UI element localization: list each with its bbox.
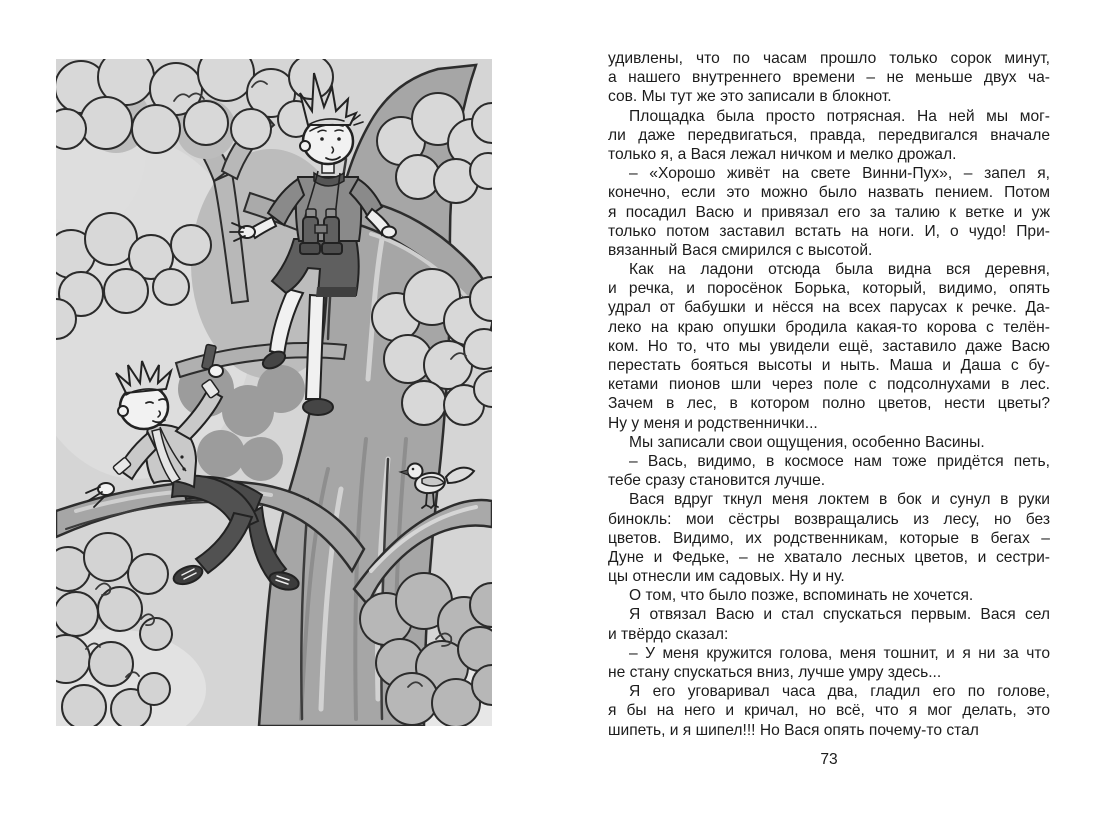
text-line: удрал от бабушки и нёсся на всех парусах к речке. Да- xyxy=(608,299,1050,317)
text-line: Площадка была просто потрясная. На ней мы мог- xyxy=(629,107,1050,125)
illustration-frame xyxy=(56,59,492,726)
text-line: Как на ладони отсюда была видна вся деревня, xyxy=(629,261,1050,279)
text-line: я бы на него и кричал, но всё, что я мог делать, это xyxy=(608,702,1050,720)
text-line: сов. Мы тут же это записали в блокнот. xyxy=(608,88,892,106)
text-line: – «Хорошо живёт на свете Винни-Пух», – запел я, xyxy=(629,165,1050,183)
text-line: только потом заставил встать на ноги. И, о чудо! При- xyxy=(608,222,1050,240)
book-illustration xyxy=(56,59,492,726)
text-line: и речка, и поросёнок Борька, который, видимо, опять xyxy=(608,280,1050,298)
text-line: а нашего внутреннего времени – не меньше двух ча- xyxy=(608,69,1050,87)
text-line: бинокль: мои сёстры возвращались из лесу, но без xyxy=(608,510,1050,528)
text-line: Зачем в лес, в котором полно цветов, нести цветы? xyxy=(608,395,1050,413)
text-line: Вася вдруг ткнул меня локтем в бок и сунул в руки xyxy=(629,491,1050,509)
text-line: Я его уговаривал часа два, гладил его по голове, xyxy=(629,683,1050,701)
text-line: шипеть, и я шипел!!! Но Вася опять почему-то стал xyxy=(608,721,979,739)
text-line: перестать бояться высоты и ныть. Маша и Даша с бу- xyxy=(608,357,1050,374)
text-line: я посадил Васю и привязал его за талию к ветке и уж xyxy=(608,203,1050,221)
text-line: не стану спускаться вниз, лучше умру здесь... xyxy=(608,664,942,681)
text-line: удивлены, что по часам прошло только сорок минут, xyxy=(608,50,1050,67)
page-number: 73 xyxy=(820,751,838,768)
text-line: и твёрдо сказал: xyxy=(608,625,729,643)
text-line: Ну у меня и родственнички... xyxy=(608,414,818,432)
text-line: вязанный Вася смирился с высотой. xyxy=(608,241,873,259)
text-line: ком. Но то, что мы увидели ещё, заставило даже Васю xyxy=(608,337,1050,355)
text-line: ли даже передвигаться, правда, передвигался вначале xyxy=(608,126,1050,144)
text-line: кетами пионов шли через поле с подсолнухами в лес. xyxy=(608,376,1050,394)
foliage-bottom-left xyxy=(56,533,172,726)
text-line: – Вась, видимо, в космосе нам тоже придётся петь, xyxy=(629,452,1050,470)
text-line: Мы записали свои ощущения, особенно Васины. xyxy=(629,433,985,451)
text-line: только я, а Вася лежал ничком и мелко дрожал. xyxy=(608,145,957,163)
text-column xyxy=(608,49,1050,740)
text-line: Дуне и Федьке, – не хватало лесных цветов, и сестри- xyxy=(608,548,1050,566)
text-line: тебе сразу становится лучше. xyxy=(608,472,826,490)
text-line: О том, что было позже, вспоминать не хочется. xyxy=(629,587,974,605)
text-line: цы отнесли им садовых. Ну и ну. xyxy=(608,568,845,586)
text-line: конечно, если это можно было назвать пением. Потом xyxy=(608,184,1050,202)
text-line: леко на краю опушки бродила какая-то корова с телён- xyxy=(608,318,1050,336)
text-line: Я отвязал Васю и стал спускаться первым. Вася сел xyxy=(629,606,1050,624)
text-line: цветов. Видимо, их родственникам, которые в бегах – xyxy=(608,529,1050,547)
text-line: – У меня кружится голова, меня тошнит, и я ни за что xyxy=(629,644,1050,662)
